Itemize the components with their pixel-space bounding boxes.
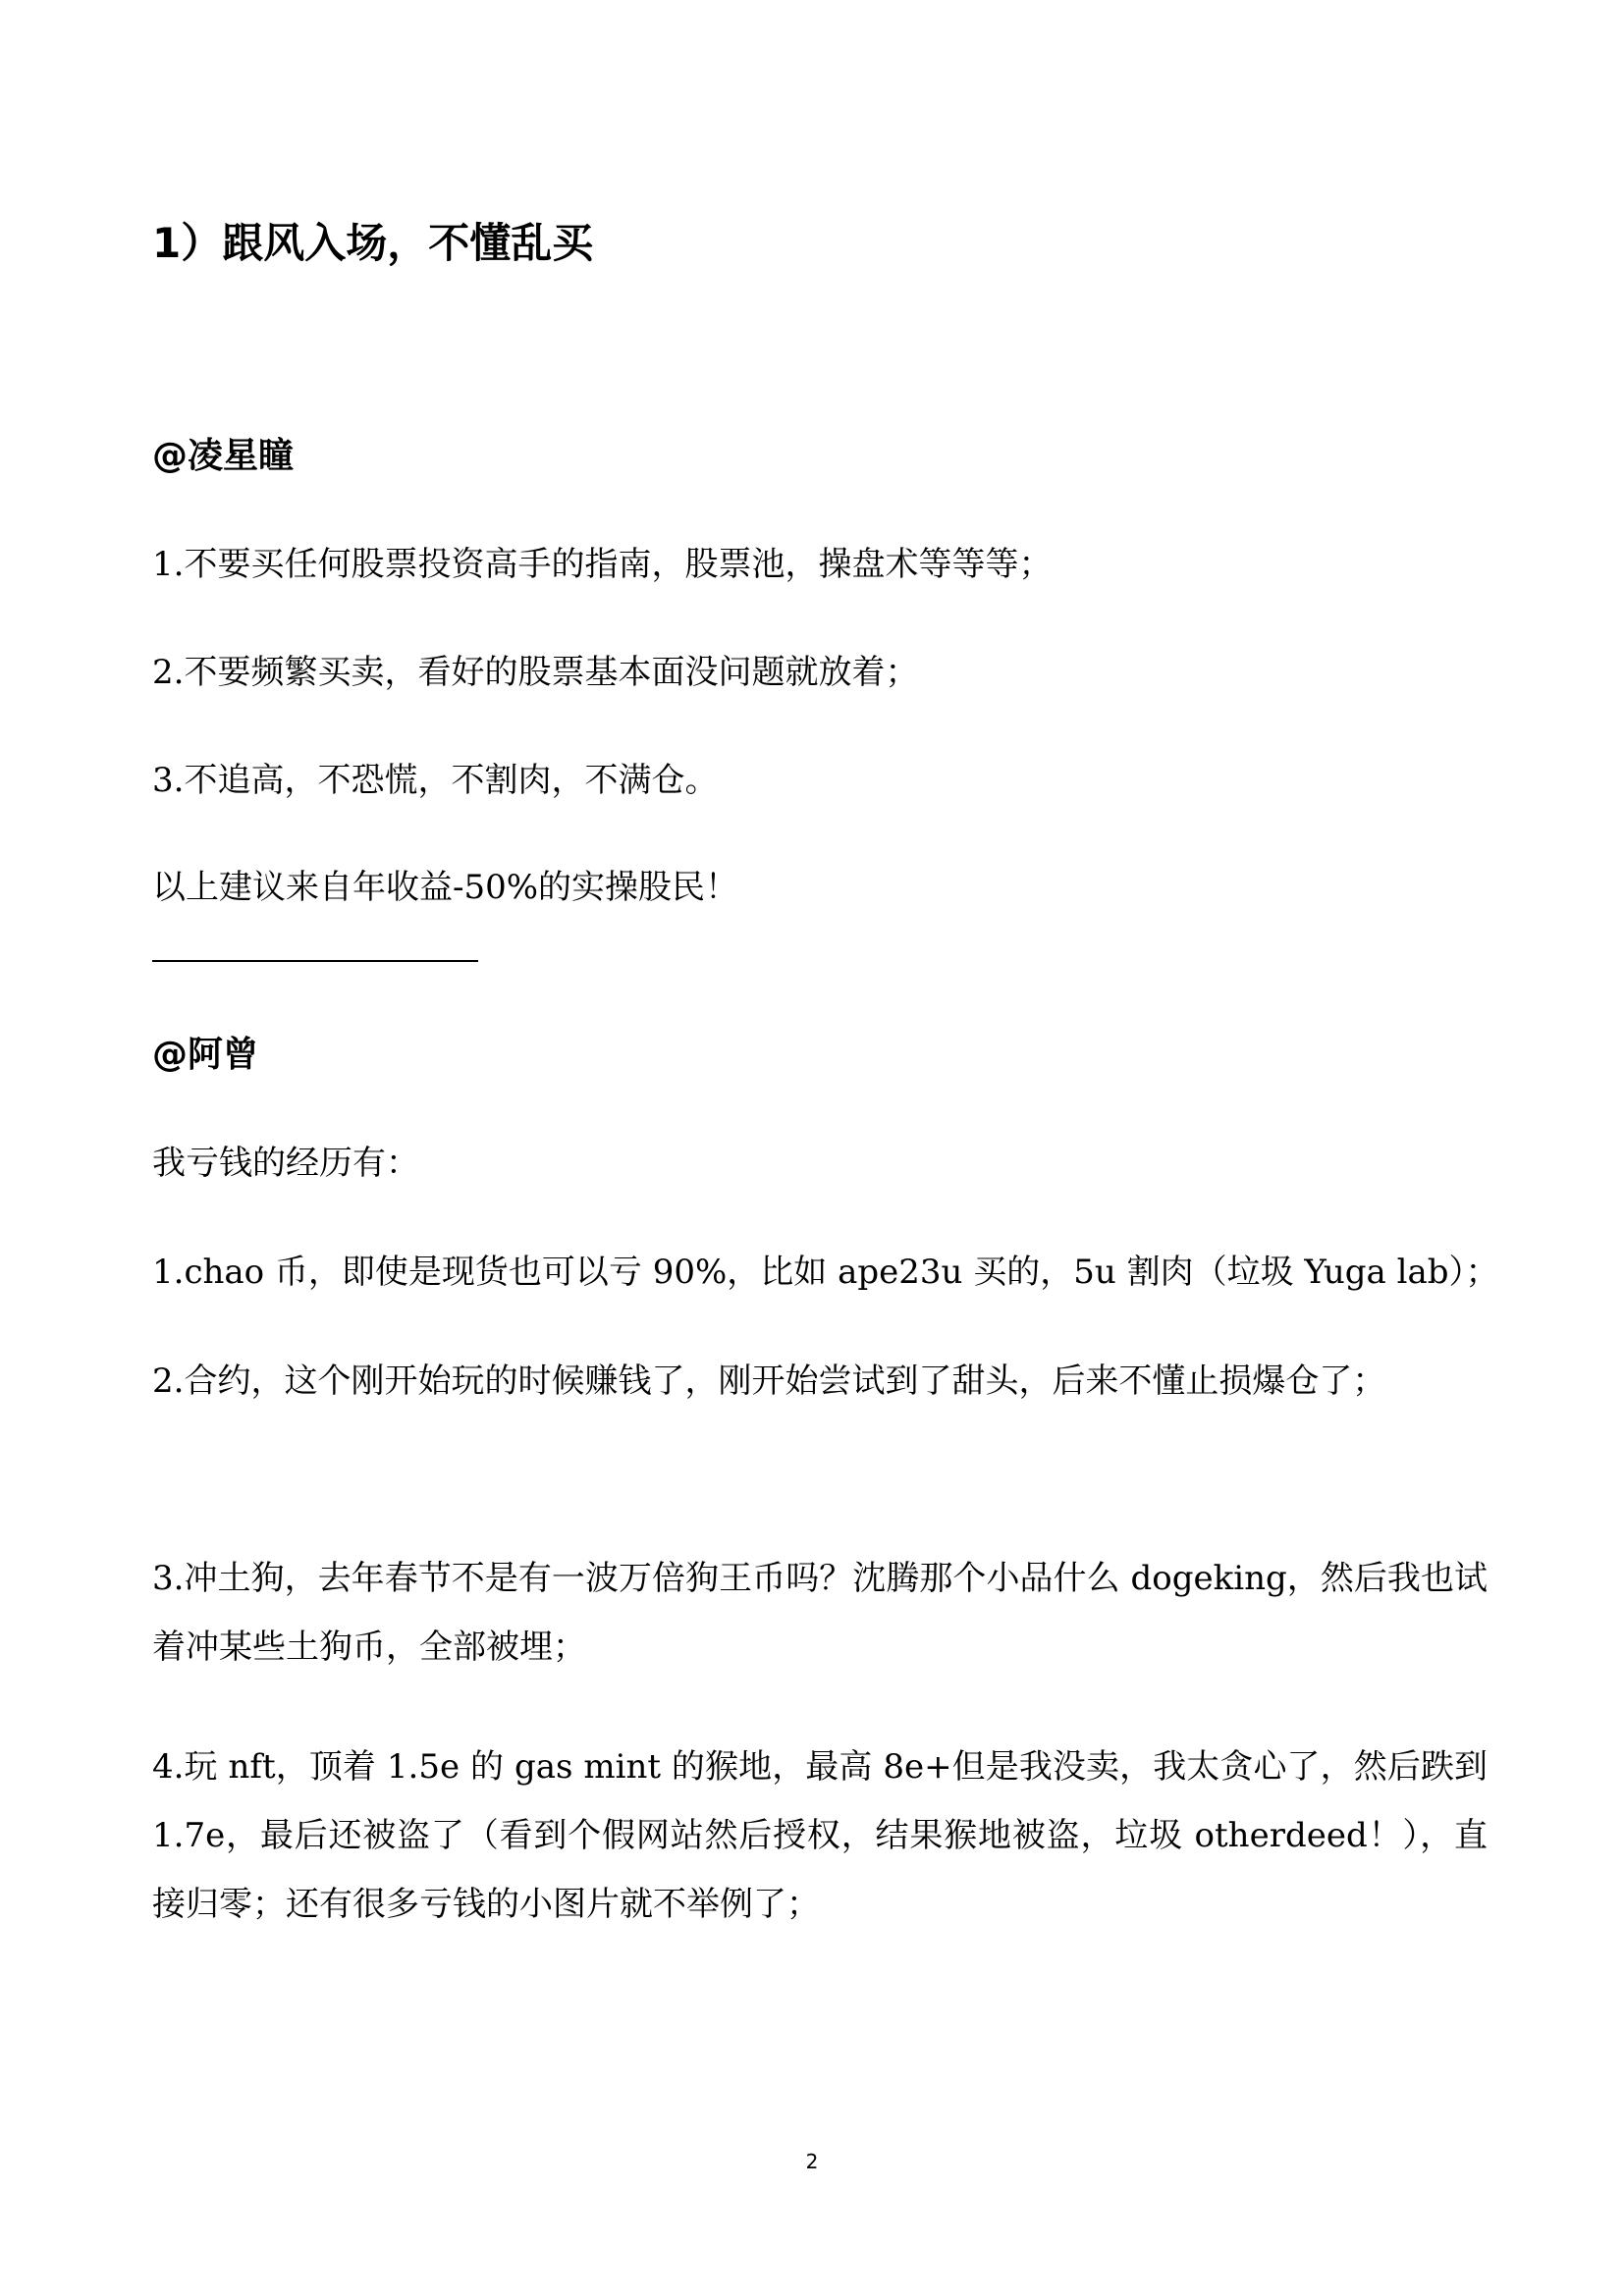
list-item: 1.chao 币，即使是现货也可以亏 90%，比如 ape23u 买的，5u 割肉（垃圾 Yuga lab）； <box>152 1253 1499 1292</box>
list-item: 3.不追高，不恐慌，不割肉，不满仓。 <box>152 761 719 800</box>
page-number: 2 <box>805 2150 819 2173</box>
author-name: @阿曾 <box>152 1035 259 1075</box>
list-item: 4.玩 nft，顶着 1.5e 的 gas mint 的猴地，最高 8e+但是我没卖，我太贪心了，然后跌到 1.7e，最后还被盗了（看到个假网站然后授权，结果猴地被盗，垃圾 otherdeed！），直接归零；还有很多亏钱的小图片就不举例了； <box>152 1747 1488 1924</box>
list-item: 3.冲土狗，去年春节不是有一波万倍狗王币吗？沈腾那个小品什么 dogeking，然后我也试着冲某些土狗币，全部被埋； <box>152 1559 1488 1667</box>
closing-note: 以上建议来自年收益-50%的实操股民！ <box>152 868 739 907</box>
author-name: @凌星瞳 <box>152 436 295 476</box>
section-heading: 1）跟风入场，不懂乱买 <box>152 219 594 267</box>
list-item: 2.合约，这个刚开始玩的时候赚钱了，刚开始尝试到了甜头，后来不懂止损爆仓了； <box>152 1362 1386 1401</box>
list-item: 1.不要买任何股票投资高手的指南，股票池，操盘术等等等； <box>152 545 1053 584</box>
list-item: 2.不要频繁买卖，看好的股票基本面没问题就放着； <box>152 653 919 692</box>
separator-line <box>152 960 478 962</box>
intro-text: 我亏钱的经历有： <box>152 1144 419 1183</box>
